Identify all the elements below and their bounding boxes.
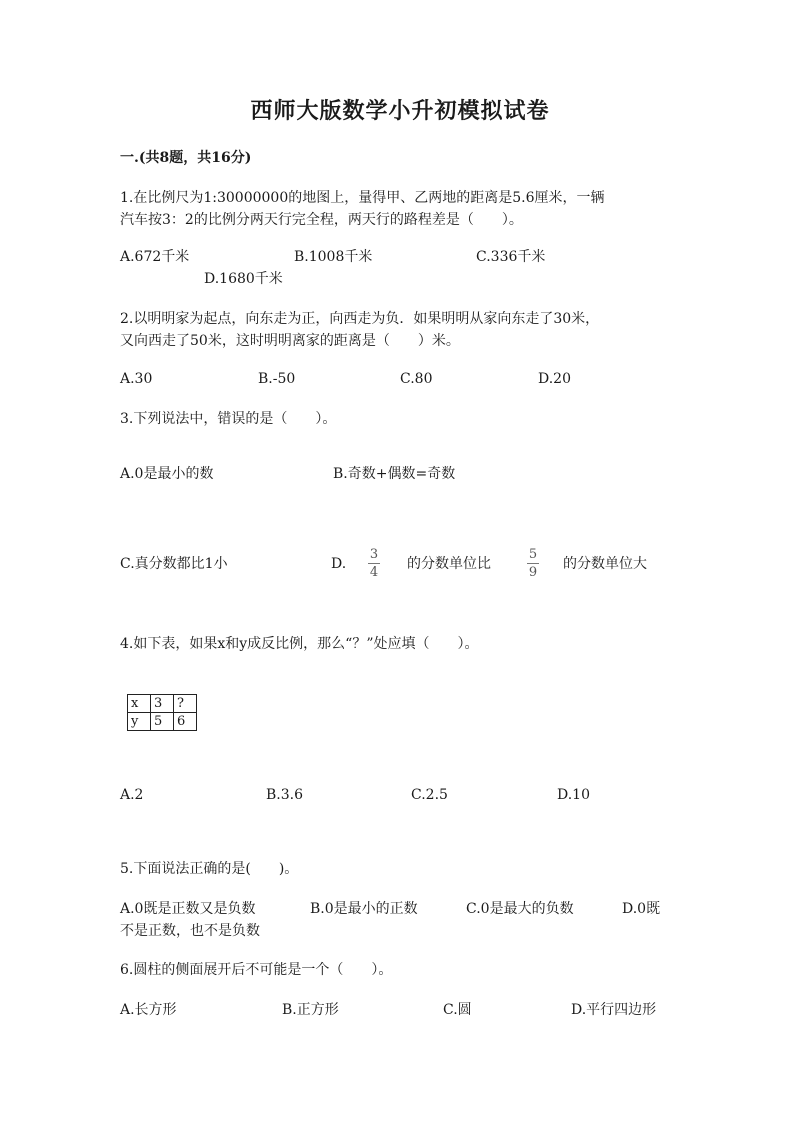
q3-option-b: B.奇数+偶数=奇数 — [333, 466, 456, 482]
q3-option-a: A.0是最小的数 — [120, 466, 214, 482]
q4-option-a: A.2 — [120, 787, 144, 803]
table-cell: y — [128, 713, 151, 731]
fraction-three-fourths — [368, 548, 380, 579]
q1-option-b: B.1008千米 — [294, 249, 373, 265]
question-2-line-1: 2.以明明家为起点，向东走为正，向西走为负．如果明明从家向东走了30米， — [120, 311, 600, 327]
q6-option-b: B.正方形 — [282, 1002, 339, 1018]
q3-option-d-suffix: 的分数单位大 — [563, 556, 647, 572]
q3-option-c: C.真分数都比1小 — [120, 556, 228, 572]
q3-option-d-prefix: D. — [331, 556, 347, 572]
q4-option-c: C.2.5 — [411, 787, 448, 803]
fraction-bar — [527, 563, 539, 564]
q2-option-a: A.30 — [120, 371, 153, 387]
question-4-stem: 4.如下表，如果x和y成反比例，那么“？”处应填（ ）。 — [120, 636, 479, 652]
fraction-numerator: 3 — [369, 547, 379, 562]
fraction-numerator: 5 — [528, 547, 538, 562]
q5-option-b: B.0是最小的正数 — [310, 901, 418, 917]
q3-option-d-middle: 的分数单位比 — [407, 556, 491, 572]
xy-table — [127, 694, 197, 731]
fraction-denominator: 9 — [528, 565, 538, 580]
section-heading: 一.(共8题，共16分) — [120, 150, 252, 166]
q2-option-c: C.80 — [400, 371, 433, 387]
fraction-denominator: 4 — [369, 565, 379, 580]
q6-option-a: A.长方形 — [120, 1002, 177, 1018]
question-6-stem: 6.圆柱的侧面展开后不可能是一个（ ）。 — [120, 962, 393, 978]
table-cell: 5 — [151, 713, 174, 731]
table-cell: 6 — [174, 713, 197, 731]
q1-option-d: D.1680千米 — [204, 271, 283, 287]
table-cell: ? — [174, 695, 197, 713]
table-row — [128, 713, 197, 731]
question-1-line-1: 1.在比例尺为1:30000000的地图上，量得甲、乙两地的距离是5.6厘米，一辆 — [120, 190, 605, 206]
q1-option-a: A.672千米 — [120, 249, 190, 265]
q2-option-b: B.-50 — [258, 371, 296, 387]
q5-option-d-line-2: 不是正数，也不是负数 — [120, 923, 260, 939]
table-row — [128, 695, 197, 713]
fraction-five-ninths — [527, 548, 539, 579]
question-2-line-2: 又向西走了50米，这时明明离家的距离是（ ）米。 — [120, 333, 460, 349]
question-1-line-2: 汽车按3：2的比例分两天行完全程，两天行的路程差是（ ）。 — [120, 212, 523, 228]
q6-option-c: C.圆 — [443, 1002, 472, 1018]
q5-option-c: C.0是最大的负数 — [466, 901, 574, 917]
q5-option-d-line-1: D.0既 — [622, 901, 661, 917]
q4-option-d: D.10 — [557, 787, 590, 803]
q6-option-d: D.平行四边形 — [571, 1002, 657, 1018]
question-5-stem: 5.下面说法正确的是( )。 — [120, 861, 299, 877]
q1-option-c: C.336千米 — [476, 249, 546, 265]
question-3-stem: 3.下列说法中，错误的是（ ）。 — [120, 411, 337, 427]
q5-option-a: A.0既是正数又是负数 — [120, 901, 256, 917]
page-title: 西师大版数学小升初模拟试卷 — [250, 98, 550, 124]
q2-option-d: D.20 — [538, 371, 571, 387]
table-cell: 3 — [151, 695, 174, 713]
fraction-bar — [368, 563, 380, 564]
q4-option-b: B.3.6 — [266, 787, 304, 803]
table-cell: x — [128, 695, 151, 713]
